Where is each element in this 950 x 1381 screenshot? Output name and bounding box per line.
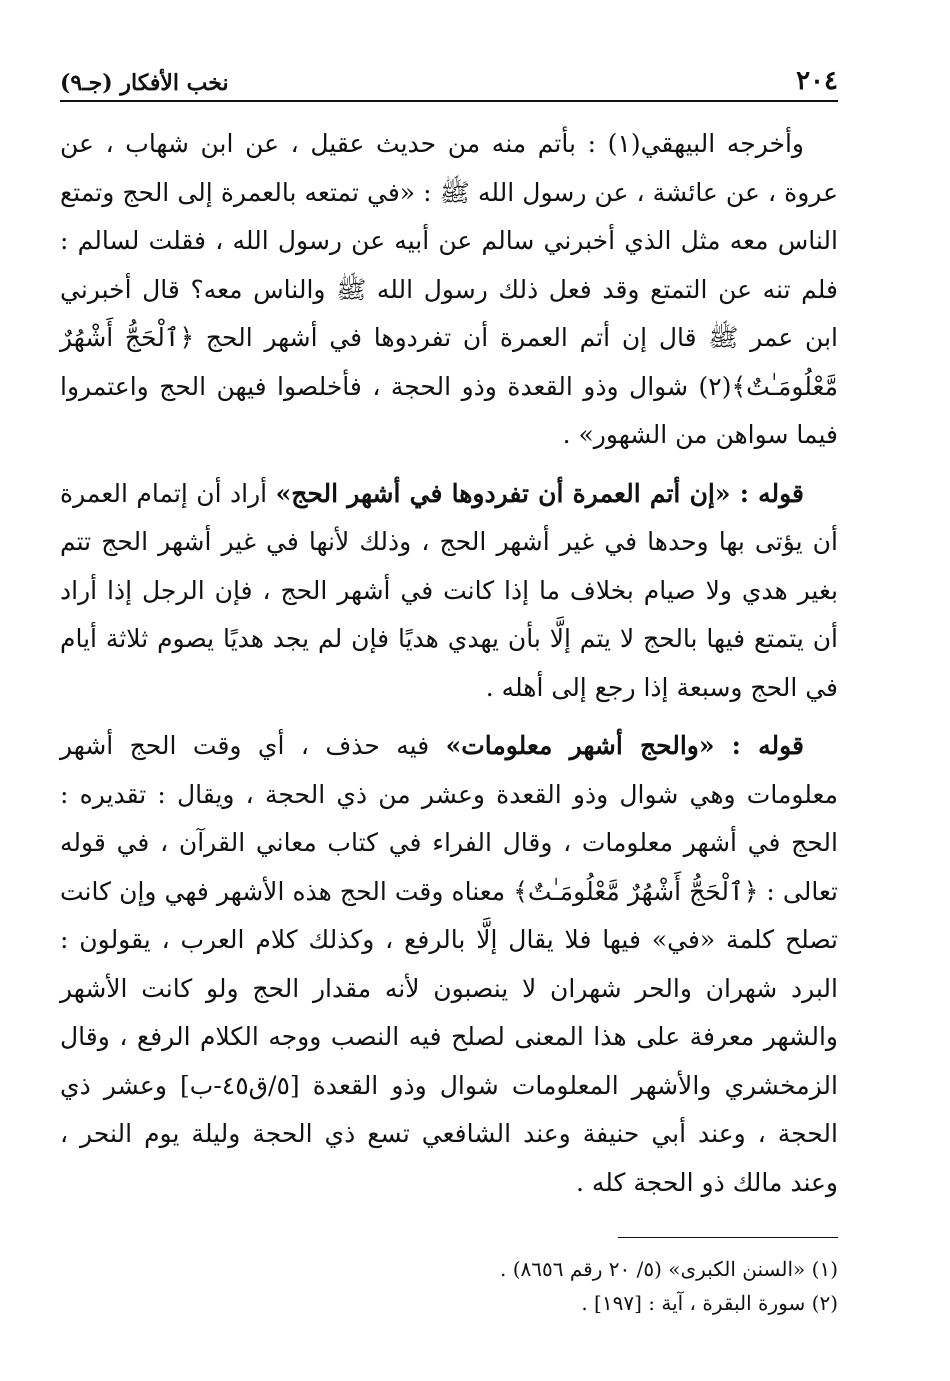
footnote: (١) «السنن الكبرى» (٥/ ٢٠ رقم ٨٦٥٦) . <box>500 1257 838 1281</box>
paragraph-lead: قوله : «والحج أشهر معلومات» <box>445 731 804 760</box>
running-header <box>60 62 838 102</box>
footnotes <box>60 1252 838 1320</box>
footnote: (٢) سورة البقرة ، آية : [١٩٧] . <box>581 1291 838 1315</box>
paragraph <box>60 722 838 1207</box>
page-number: ٢٠٤ <box>796 66 838 96</box>
paragraph <box>60 120 838 460</box>
book-page <box>60 62 838 1320</box>
paragraph-text: أراد أن إتمام العمرة أن يؤتى بها وحدها في غير أشهر الحج ، وذلك لأنها في غير أشهر الحج تتم بغير هدي ولا صيام بخلاف ما إذا كانت في أشهر الحج ، فإن الرجل إذا أراد أن يتمتع فيها بالحج لا يتم إلَّا بأن يهدي هديًا فإن لم يجد هديًا يصوم ثلاثة أيام في الحج وسبعة إذا رجع إلى أهله . <box>60 478 838 702</box>
paragraph-lead: قوله : «إن أتم العمرة أن تفردوها في أشهر الحج» <box>275 478 804 508</box>
paragraph <box>60 470 838 713</box>
footnote-divider <box>618 1237 838 1238</box>
paragraph-text: وأخرجه البيهقي(١) : بأتم منه من حديث عقيل ، عن ابن شهاب ، عن عروة ، عن عائشة ، عن رسول الله ﷺ : «في تمتعه بالعمرة إلى الحج وتمتع الناس معه مثل الذي أخبرني سالم عن أبيه عن رسول الله ، فقلت لسالم : فلم تنه عن التمتع وقد فعل ذلك رسول الله ﷺ والناس معه؟ قال أخبرني ابن عمر ﷺ قال إن أتم العمرة أن تفردوها في أشهر الحج ﴿ٱلْحَجُّ أَشْهُرٌ مَّعْلُومَـٰتٌ﴾(٢) شوال وذو القعدة وذو الحجة ، فأخلصوا فيهن الحج واعتمروا فيما سواهن من الشهور» . <box>60 129 838 449</box>
book-title: نخب الأفكار (جـ٩) <box>60 70 229 96</box>
paragraph-text: فيه حذف ، أي وقت الحج أشهر معلومات وهي شوال وذو القعدة وعشر من ذي الحجة ، ويقال : تقديره : الحج في أشهر معلومات ، وقال الفراء في كتاب معاني القرآن ، في قوله تعالى : ﴿ٱلْحَجُّ أَشْهُرٌ مَّعْلُومَـٰتٌ﴾ معناه وقت الحج هذه الأشهر فهي وإن كانت تصلح كلمة «في» فيها فلا يقال إلَّا بالرفع ، وكذلك كلام العرب ، يقولون : البرد شهران والحر شهران لا ينصبون لأنه مقدار الحج ولو كانت الأشهر والشهر معرفة على هذا المعنى لصلح فيه النصب ووجه الكلام الرفع ، وقال الزمخشري والأشهر المعلومات شوال وذو القعدة [٥/ق٤٥-ب] وعشر ذي الحجة ، وعند أبي حنيفة وعند الشافعي تسع ذي الحجة وليلة يوم النحر ، وعند مالك ذو الحجة كله . <box>60 731 838 1197</box>
main-text <box>60 120 838 1207</box>
